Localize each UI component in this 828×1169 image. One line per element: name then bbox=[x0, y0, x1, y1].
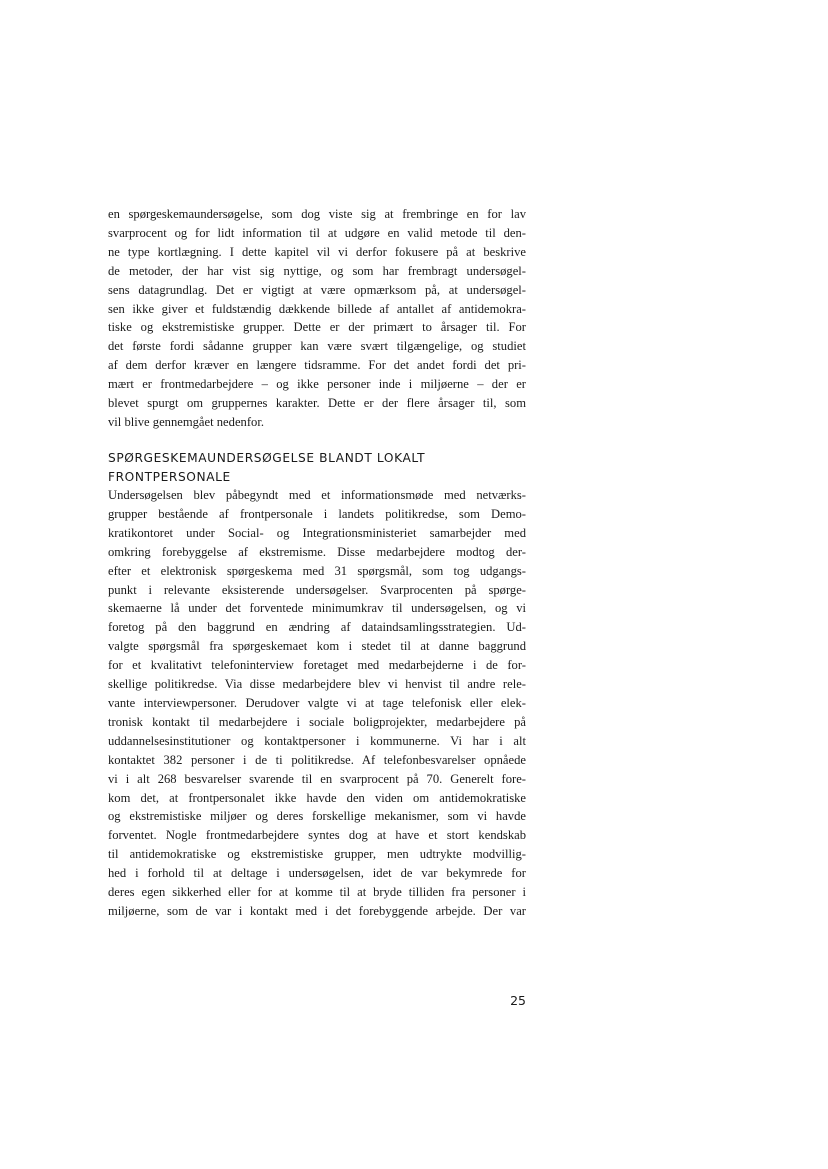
text-line: vante interviewpersoner. Derudover valgte vi at tage telefonisk eller elek- bbox=[108, 695, 526, 710]
text-line: det første fordi sådanne grupper kan være svært tilgængelige, og studiet bbox=[108, 339, 526, 354]
text-line: ne type kortlægning. I dette kapitel vil vi derfor fokusere på at beskrive bbox=[108, 244, 526, 259]
section-paragraph bbox=[108, 486, 526, 921]
text-line: vil blive gennemgået nedenfor. bbox=[108, 414, 264, 429]
text-line: til antidemokratiske og ekstremistiske grupper, men udtrykte modvillig- bbox=[108, 847, 526, 862]
text-line: for et kvalitativt telefoninterview foretaget med medarbejderne i de for- bbox=[108, 658, 526, 673]
text-line: punkt i relevante eksisterende undersøgelser. Svarprocenten på spørge- bbox=[108, 582, 526, 597]
text-line: deres egen sikkerhed eller for at komme til at bryde tilliden fra personer i bbox=[108, 885, 526, 900]
text-line: efter et elektronisk spørgeskema med 31 spørgsmål, som tog udgangs- bbox=[108, 563, 526, 578]
text-line: en spørgeskemaundersøgelse, som dog viste sig at frembringe en for lav bbox=[108, 207, 526, 221]
text-line: omkring forebyggelse af ekstremisme. Disse medarbejdere modtog der- bbox=[108, 544, 526, 559]
text-line: de metoder, der har vist sig nyttige, og som har frembragt undersøgel- bbox=[108, 263, 526, 278]
text-line: mært er frontmedarbejdere – og ikke personer inde i miljøerne – der er bbox=[108, 377, 526, 392]
text-line: grupper bestående af frontpersonale i landets politikredse, som Demo- bbox=[108, 506, 526, 521]
text-line: miljøerne, som de var i kontakt med i det forebyggende arbejde. Der var bbox=[108, 903, 526, 918]
text-line: svarprocent og for lidt information til at udgøre en valid metode til den- bbox=[108, 225, 526, 240]
heading-line: FRONTPERSONALE bbox=[108, 469, 231, 484]
text-line: sens datagrundlag. Det er vigtigt at være opmærksom på, at undersøgel- bbox=[108, 282, 526, 297]
text-line: af dem derfor kræver en længere tidsramme. For det andet fordi det pri- bbox=[108, 358, 526, 373]
page-number: 25 bbox=[510, 993, 526, 1008]
text-line: sen ikke giver et fuldstændig dækkende billede af antallet af antidemokra- bbox=[108, 301, 526, 316]
text-line: skellige politikredse. Via disse medarbejdere blev vi henvist til andre rele- bbox=[108, 677, 526, 692]
text-line: tronisk kontakt til medarbejdere i sociale boligprojekter, medarbejdere på bbox=[108, 714, 526, 729]
text-line: forventet. Nogle frontmedarbejdere syntes dog at have et stort kendskab bbox=[108, 828, 526, 843]
text-line: skemaerne lå under det forventede minimumkrav til undersøgelsen, og vi bbox=[108, 601, 526, 616]
text-line: hed i forhold til at deltage i undersøgelsen, idet de var bekymrede for bbox=[108, 866, 526, 881]
text-line: uddannelsesinstitutioner og kontaktpersoner i kommunerne. Vi har i alt bbox=[108, 733, 526, 748]
text-line: kom det, at frontpersonalet ikke havde den viden om antidemokratiske bbox=[108, 790, 526, 805]
text-line: kontaktet 382 personer i de ti politikredse. Af telefonbesvarelser opnåede bbox=[108, 752, 526, 767]
heading-line: SPØRGESKEMAUNDERSØGELSE BLANDT LOKALT bbox=[108, 451, 426, 465]
section-heading bbox=[108, 449, 526, 486]
text-line: blevet spurgt om gruppernes karakter. Dette er der flere årsager til, som bbox=[108, 396, 526, 411]
text-line: Undersøgelsen blev påbegyndt med et informationsmøde med netværks- bbox=[108, 488, 526, 502]
intro-paragraph bbox=[108, 205, 526, 432]
text-line: kratikontoret under Social- og Integrationsministeriet samarbejder med bbox=[108, 525, 526, 540]
text-line: og ekstremistiske miljøer og deres forskellige mekanismer, som vi havde bbox=[108, 809, 526, 824]
text-line: foretog på den baggrund en ændring af dataindsamlingsstrategien. Ud- bbox=[108, 620, 526, 635]
text-line: tiske og ekstremistiske grupper. Dette er der primært to årsager til. For bbox=[108, 320, 526, 335]
text-line: vi i alt 268 besvarelser svarende til en svarprocent på 70. Generelt fore- bbox=[108, 771, 526, 786]
text-line: valgte spørgsmål fra spørgeskemaet kom i stedet til at danne baggrund bbox=[108, 639, 526, 654]
